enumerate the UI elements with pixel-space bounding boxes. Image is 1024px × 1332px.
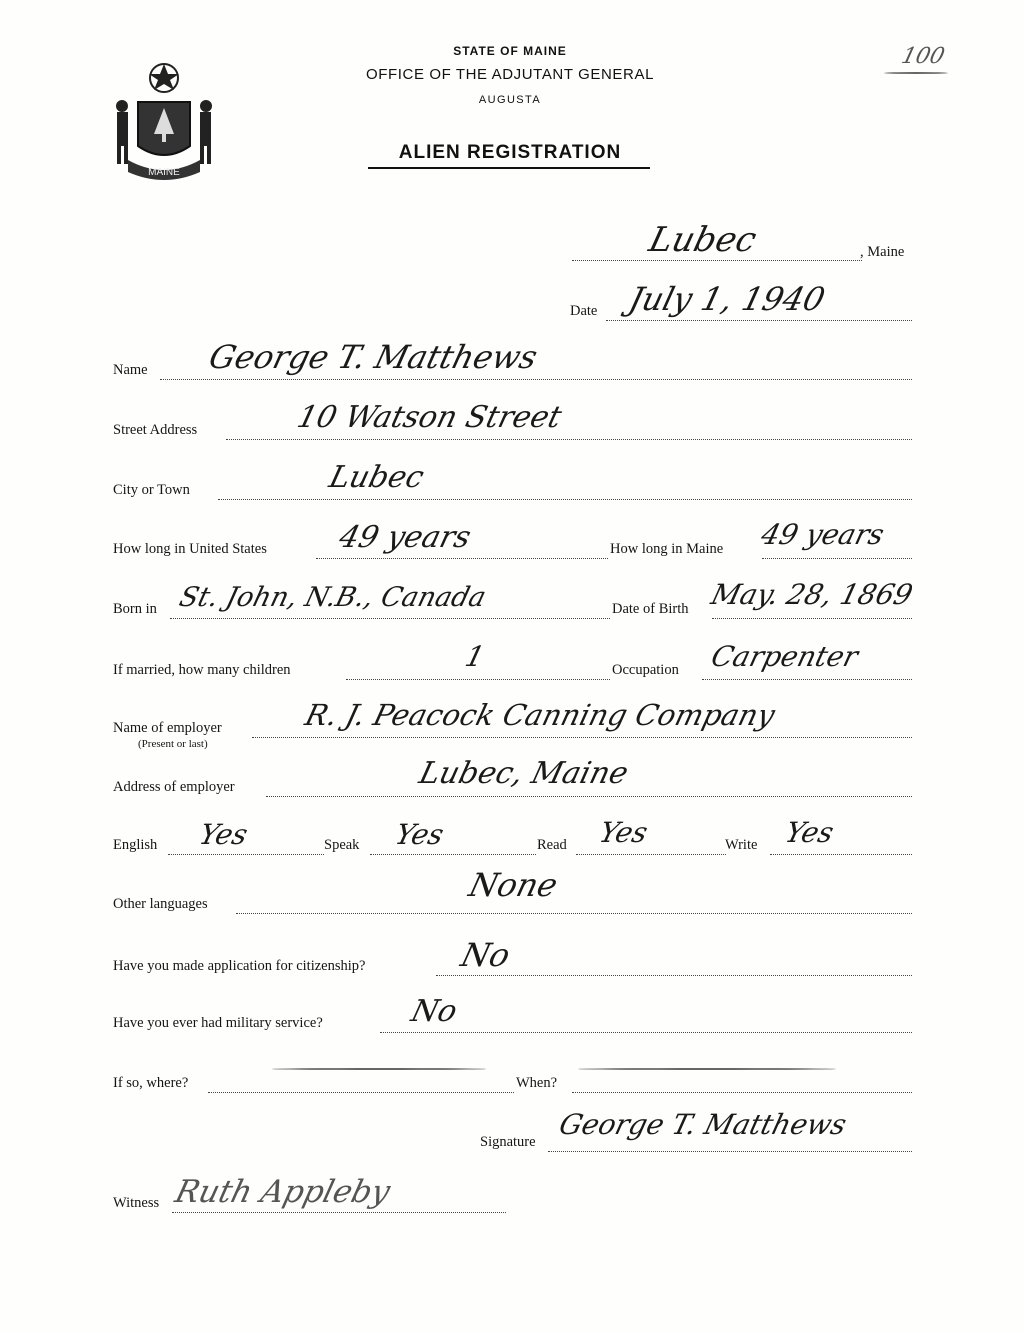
name-label: Name [113,362,148,378]
years-maine-label: How long in Maine [610,541,724,557]
speak-label: Speak [324,837,360,853]
signature-label: Signature [480,1134,536,1150]
date-label: Date [570,303,598,319]
occupation-line [702,679,912,680]
city-value: Lubec [325,460,428,495]
street-label: Street Address [113,422,198,438]
maine-state-seal-icon [108,60,220,184]
citizenship-line [436,975,912,976]
header-state: STATE OF MAINE [453,44,567,58]
page-number: 100 [898,44,948,69]
speak-line [370,854,536,855]
born-in-label: Born in [113,601,157,617]
occupation-label: Occupation [612,662,679,678]
witness-label: Witness [113,1195,160,1211]
street-line [226,439,912,440]
signature-value: George T. Matthews [555,1108,850,1141]
military-label: Have you ever had military service? [113,1015,323,1031]
employer-address-label: Address of employer [113,779,235,795]
years-maine-line [762,558,912,559]
english-line [168,854,324,855]
when-line [572,1092,912,1093]
citizenship-value: No [457,936,515,974]
children-line [346,679,610,680]
years-maine-value: 49 years [757,518,888,551]
employer-line [252,737,912,738]
years-us-line [316,558,608,559]
where-line [208,1092,514,1093]
employer-value: R. J. Peacock Canning Company [301,698,779,732]
english-label: English [113,837,158,853]
place-value: Lubec [645,220,761,260]
where-dash [272,1068,486,1070]
children-label: If married, how many children [113,662,291,678]
header-city: AUGUSTA [478,94,542,106]
signature-line [548,1151,912,1152]
write-line [770,854,912,855]
name-line [160,379,912,380]
write-label: Write [725,837,758,853]
employer-address-value: Lubec, Maine [415,756,632,791]
when-label: When? [516,1075,558,1091]
write-value: Yes [781,816,838,849]
form-title: ALIEN REGISTRATION [398,142,622,163]
other-languages-line [236,913,912,914]
other-languages-value: None [465,866,562,904]
dob-line [712,618,912,619]
other-languages-label: Other languages [113,896,208,912]
name-value: George T. Matthews [205,338,542,376]
header-office: OFFICE OF THE ADJUTANT GENERAL [365,66,655,83]
employer-note: (Present or last) [138,738,208,750]
dob-label: Date of Birth [612,601,689,617]
years-us-value: 49 years [335,520,475,555]
occupation-value: Carpenter [707,640,862,673]
city-label: City or Town [113,482,190,498]
read-label: Read [537,837,567,853]
english-value: Yes [195,818,252,851]
when-dash [578,1068,836,1070]
date-line [606,320,912,321]
dob-value: May. 28, 1869 [707,578,917,611]
page-number-underline [884,72,948,74]
street-value: 10 Watson Street [293,400,566,435]
read-line [576,854,726,855]
read-value: Yes [595,816,652,849]
citizenship-label: Have you made application for citizenship? [113,958,366,974]
military-value: No [407,994,461,1029]
employer-label: Name of employer [113,720,222,736]
place-line [572,260,862,261]
years-us-label: How long in United States [113,541,267,557]
svg-text:MAINE: MAINE [148,167,180,178]
where-label: If so, where? [113,1075,189,1091]
speak-value: Yes [391,818,448,851]
place-suffix: , Maine [860,244,905,260]
date-value: July 1, 1940 [625,280,829,318]
children-value: 1 [461,640,488,673]
military-line [380,1032,912,1033]
title-underline [368,167,650,169]
employer-address-line [266,796,912,797]
born-in-line [170,618,610,619]
witness-value: Ruth Appleby [171,1174,394,1210]
born-in-value: St. John, N.B., Canada [176,582,490,613]
city-line [218,499,912,500]
witness-line [172,1212,506,1213]
